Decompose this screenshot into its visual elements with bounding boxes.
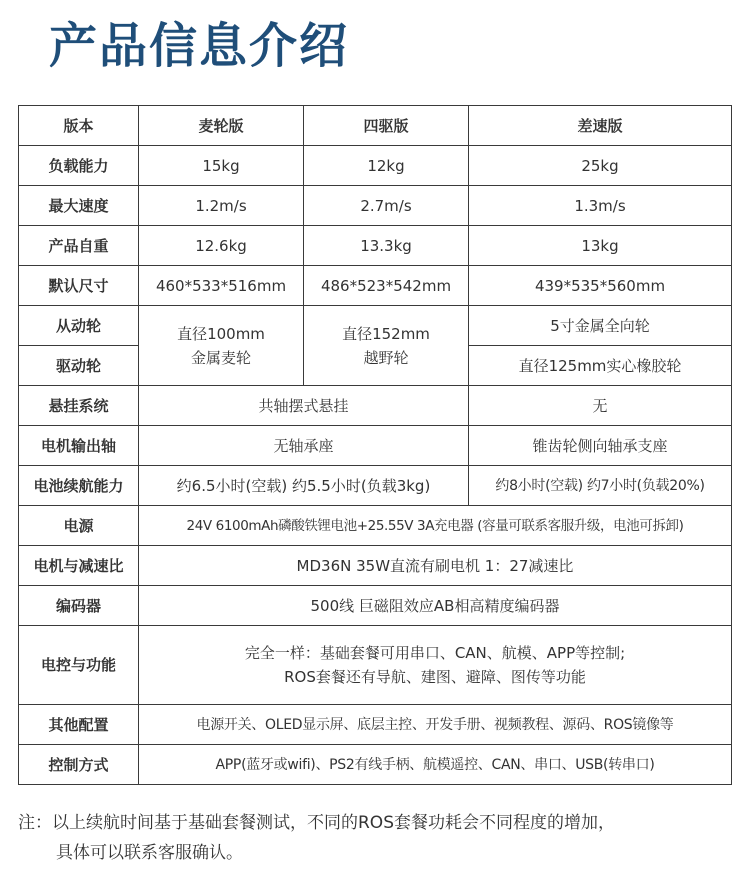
control-line1: 完全一样：基础套餐可用串口、CAN、航模、APP等控制; xyxy=(244,644,626,662)
table-row-size xyxy=(19,266,732,306)
row-label-motor: 电机与减速比 xyxy=(19,546,139,586)
table-row-power xyxy=(19,506,732,546)
row-label-drive-wheel: 驱动轮 xyxy=(19,346,139,386)
size-4wd: 486*523*542mm xyxy=(304,266,469,306)
battery-life-shared: 约6.5小时(空载) 约5.5小时(负载3kg) xyxy=(139,466,469,506)
weight-differential: 13kg xyxy=(469,226,732,266)
battery-life-differential: 约8小时(空载) 约7小时(负载20%) xyxy=(469,466,732,506)
control-value xyxy=(139,626,732,705)
size-differential: 439*535*560mm xyxy=(469,266,732,306)
power-value: 24V 6100mAh磷酸铁锂电池+25.55V 3A充电器 (容量可联系客服升级，电池可拆卸) xyxy=(139,506,732,546)
drive-wheel-differential: 直径125mm实心橡胶轮 xyxy=(469,346,732,386)
control-mode-value: APP(蓝牙或wifi)、PS2有线手柄、航模遥控、CAN、串口、USB(转串口) xyxy=(139,745,732,785)
row-label-payload: 负载能力 xyxy=(19,146,139,186)
table-row-control xyxy=(19,626,732,705)
row-label-weight: 产品自重 xyxy=(19,226,139,266)
table-row-header xyxy=(19,106,732,146)
table-row-payload xyxy=(19,146,732,186)
size-mecanum: 460*533*516mm xyxy=(139,266,304,306)
row-label-size: 默认尺寸 xyxy=(19,266,139,306)
row-label-other: 其他配置 xyxy=(19,705,139,745)
footnote-line2: 具体可以联系客服确认。 xyxy=(56,843,243,863)
table-row-other xyxy=(19,705,732,745)
motor-value: MD36N 35W直流有刷电机 1：27减速比 xyxy=(139,546,732,586)
wheel-4wd-line1: 直径152mm xyxy=(342,324,430,343)
table-row-driven-wheel xyxy=(19,306,732,346)
row-label-power: 电源 xyxy=(19,506,139,546)
row-label-driven-wheel: 从动轮 xyxy=(19,306,139,346)
footnote xyxy=(18,808,738,868)
speed-mecanum: 1.2m/s xyxy=(139,186,304,226)
spec-table xyxy=(18,105,732,785)
wheel-mecanum-line1: 直径100mm xyxy=(177,324,265,343)
other-value: 电源开关、OLED显示屏、底层主控、开发手册、视频教程、源码、ROS镜像等 xyxy=(139,705,732,745)
table-row-control-mode xyxy=(19,745,732,785)
wheel-4wd xyxy=(304,306,469,386)
weight-mecanum: 12.6kg xyxy=(139,226,304,266)
payload-mecanum: 15kg xyxy=(139,146,304,186)
row-label-max-speed: 最大速度 xyxy=(19,186,139,226)
suspension-shared: 共轴摆式悬挂 xyxy=(139,386,469,426)
row-label-encoder: 编码器 xyxy=(19,586,139,626)
weight-4wd: 13.3kg xyxy=(304,226,469,266)
row-label-control: 电控与功能 xyxy=(19,626,139,705)
table-row-encoder xyxy=(19,586,732,626)
row-label-suspension: 悬挂系统 xyxy=(19,386,139,426)
control-line2: ROS套餐还有导航、建图、避障、图传等功能 xyxy=(284,668,586,686)
page-title: 产品信息介绍 xyxy=(49,18,350,74)
row-label-motor-shaft: 电机输出轴 xyxy=(19,426,139,466)
table-row-max-speed xyxy=(19,186,732,226)
motor-shaft-differential: 锥齿轮侧向轴承支座 xyxy=(469,426,732,466)
row-label-control-mode: 控制方式 xyxy=(19,745,139,785)
motor-shaft-shared: 无轴承座 xyxy=(139,426,469,466)
payload-4wd: 12kg xyxy=(304,146,469,186)
row-label-version: 版本 xyxy=(19,106,139,146)
payload-differential: 25kg xyxy=(469,146,732,186)
table-row-motor-shaft xyxy=(19,426,732,466)
table-row-motor xyxy=(19,546,732,586)
col-header-4wd: 四驱版 xyxy=(304,106,469,146)
wheel-4wd-line2: 越野轮 xyxy=(363,348,409,367)
encoder-value: 500线 巨磁阻效应AB相高精度编码器 xyxy=(139,586,732,626)
wheel-mecanum-line2: 金属麦轮 xyxy=(190,348,251,367)
row-label-battery-life: 电池续航能力 xyxy=(19,466,139,506)
driven-wheel-differential: 5寸金属全向轮 xyxy=(469,306,732,346)
footnote-line1: 注：以上续航时间基于基础套餐测试，不同的ROS套餐功耗会不同程度的增加， xyxy=(18,813,615,833)
table-row-suspension xyxy=(19,386,732,426)
table-row-battery-life xyxy=(19,466,732,506)
speed-4wd: 2.7m/s xyxy=(304,186,469,226)
wheel-mecanum xyxy=(139,306,304,386)
col-header-mecanum: 麦轮版 xyxy=(139,106,304,146)
suspension-differential: 无 xyxy=(469,386,732,426)
table-row-weight xyxy=(19,226,732,266)
speed-differential: 1.3m/s xyxy=(469,186,732,226)
col-header-differential: 差速版 xyxy=(469,106,732,146)
